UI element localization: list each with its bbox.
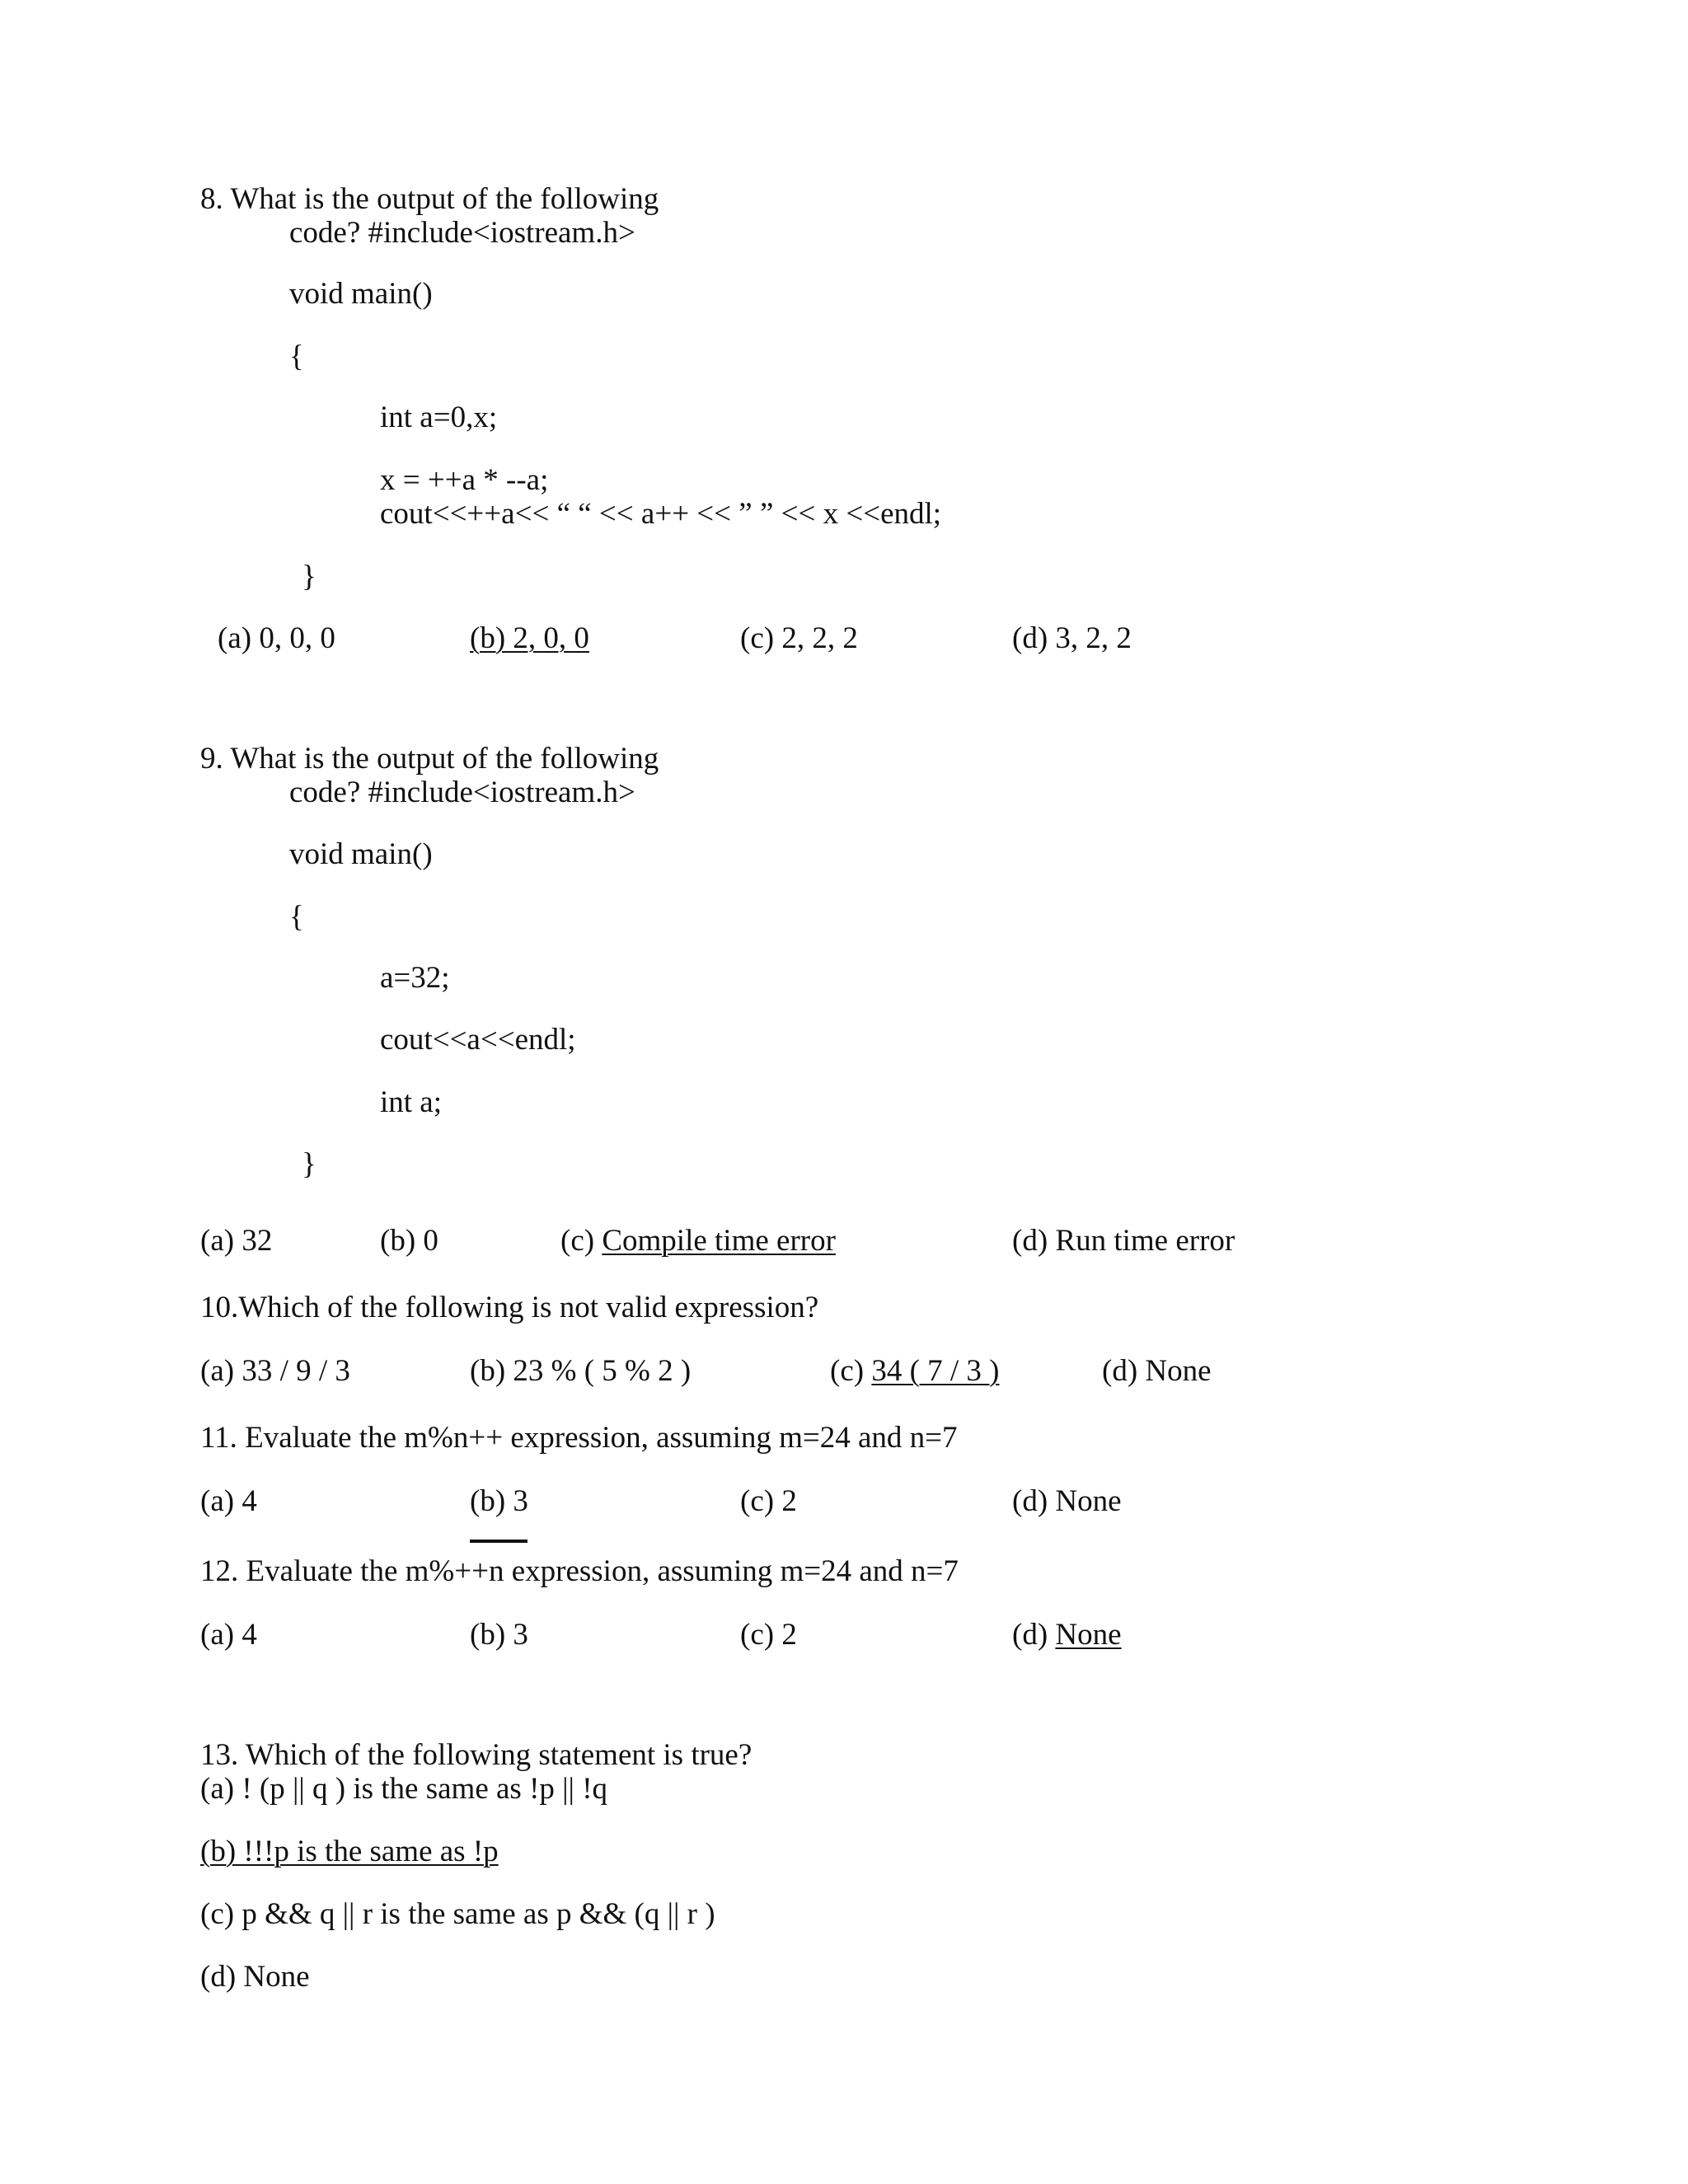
q9-option-a: (a) 32 [200, 1224, 273, 1258]
q9-option-c-prefix: (c) [560, 1224, 603, 1258]
q12-option-d-prefix: (d) [1012, 1618, 1056, 1652]
q10-option-c [830, 1356, 1000, 1386]
q8-option-c: (c) 2, 2, 2 [740, 621, 858, 655]
q9-stem-line2: code? #include<iostream.h> [289, 776, 635, 809]
q11-option-d: (d) None [1012, 1484, 1122, 1518]
q9-option-d: (d) Run time error [1012, 1224, 1236, 1258]
q9-option-c [560, 1226, 836, 1256]
q10-option-d: (d) None [1102, 1354, 1212, 1388]
q12-stem: 12. Evaluate the m%++n expression, assuming m=24 and n=7 [200, 1554, 959, 1588]
q9-code-line: a=32; [380, 961, 450, 995]
q12-option-d-answer: None [1055, 1618, 1122, 1652]
q13-option-a: (a) ! (p || q ) is the same as !p || !q [200, 1772, 608, 1806]
q8-code-line: x = ++a * --a; [380, 463, 549, 497]
q11-option-c: (c) 2 [740, 1484, 797, 1518]
q9-code-line: cout<<a<<endl; [380, 1023, 576, 1057]
q8-option-a: (a) 0, 0, 0 [218, 621, 335, 655]
q8-code-line: cout<<++a<< “ “ << a++ << ” ” << x <<endl; [380, 497, 942, 531]
q10-option-a: (a) 33 / 9 / 3 [200, 1354, 350, 1388]
q8-option-d: (d) 3, 2, 2 [1012, 621, 1132, 655]
q12-option-a: (a) 4 [200, 1618, 257, 1652]
q8-stem-line2: code? #include<iostream.h> [289, 216, 635, 250]
q10-option-c-answer: 34 ( 7 / 3 ) [871, 1354, 1000, 1388]
q11-option-a: (a) 4 [200, 1484, 257, 1518]
q11-option-b: (b) 3 [470, 1484, 528, 1518]
q12-option-d [1012, 1619, 1122, 1650]
q9-code-line: } [302, 1147, 316, 1181]
q8-code-line: void main() [289, 277, 433, 311]
q10-option-b: (b) 23 % ( 5 % 2 ) [470, 1354, 692, 1388]
q13-option-c: (c) p && q || r is the same as p && (q || r ) [200, 1897, 715, 1931]
q8-option-b: (b) 2, 0, 0 [470, 621, 589, 655]
q8-code-line: { [289, 340, 304, 373]
q8-stem-line1: 8. What is the output of the following [200, 182, 659, 216]
q9-code-line: { [289, 900, 304, 934]
q9-stem-line1: 9. What is the output of the following [200, 742, 659, 776]
answer-mark-rule [470, 1540, 528, 1543]
q13-option-d: (d) None [200, 1960, 310, 1994]
q11-stem: 11. Evaluate the m%n++ expression, assuming m=24 and n=7 [200, 1421, 958, 1455]
q13-stem: 13. Which of the following statement is true? [200, 1738, 753, 1772]
q9-option-c-answer: Compile time error [602, 1224, 836, 1258]
q8-code-line: } [302, 560, 316, 593]
q12-option-c: (c) 2 [740, 1618, 797, 1652]
q12-option-b: (b) 3 [470, 1618, 528, 1652]
q10-stem: 10.Which of the following is not valid expression? [200, 1291, 819, 1324]
q9-code-line: int a; [380, 1085, 443, 1119]
q8-code-line: int a=0,x; [380, 401, 498, 434]
q13-option-b: (b) !!!p is the same as !p [200, 1835, 499, 1868]
q9-code-line: void main() [289, 837, 433, 871]
q9-option-b: (b) 0 [380, 1224, 438, 1258]
q10-option-c-prefix: (c) [830, 1354, 872, 1388]
